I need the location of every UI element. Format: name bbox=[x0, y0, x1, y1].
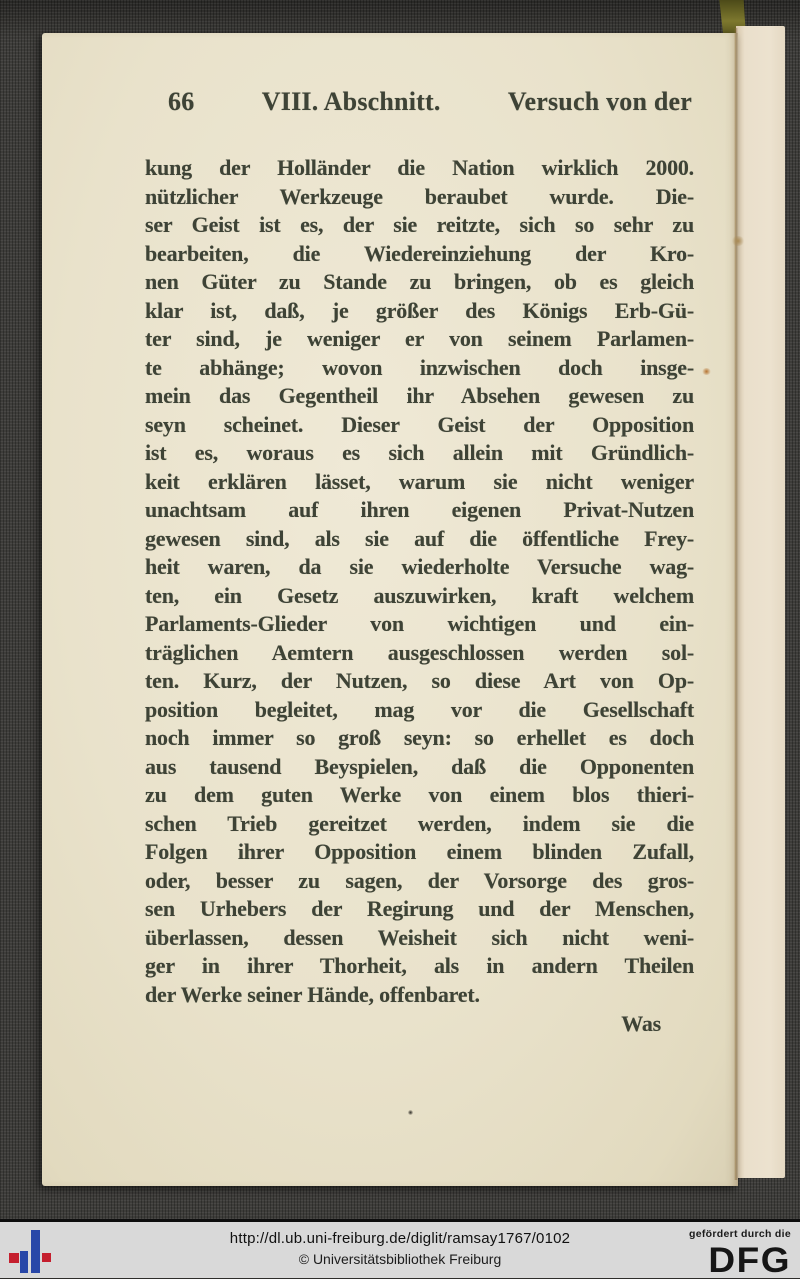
dfg-funding-note: gefördert durch die bbox=[689, 1228, 791, 1240]
text-line: Parlaments-Glieder von wichtigen und ein- bbox=[145, 611, 694, 636]
library-footer-bar bbox=[0, 1219, 800, 1278]
paper-stain bbox=[731, 236, 745, 246]
text-line: seyn scheinet. Dieser Geist der Opposition bbox=[145, 411, 694, 437]
text-line: ger in ihrer Thorheit, als in andern Theilen bbox=[145, 953, 694, 978]
text-line: der Werke seiner Hände, offenbaret. bbox=[145, 981, 480, 1007]
text-line: sen Urhebers der Regirung und der Menschen, bbox=[145, 896, 694, 921]
text-line: ter sind, je weniger er von seinem Parlamen- bbox=[145, 326, 694, 351]
section-title: VIII. Abschnitt. bbox=[261, 87, 441, 116]
text-line: zu dem guten Werke von einem blos thieri- bbox=[145, 782, 694, 807]
text-line: ser Geist ist es, der sie reitzte, sich so sehr zu bbox=[145, 212, 694, 237]
text-line: position begleitet, mag vor die Gesellschaft bbox=[145, 696, 694, 722]
page-gutter bbox=[734, 28, 738, 1180]
document-url[interactable]: http://dl.ub.uni-freiburg.de/diglit/ramsay1767/0102 bbox=[229, 1230, 571, 1247]
catchword: Was bbox=[621, 1011, 661, 1036]
text-line: kung der Holländer die Nation wirklich 2000. bbox=[145, 155, 694, 180]
text-line: ten, ein Gesetz auszuwirken, kraft welchem bbox=[145, 582, 694, 608]
text-line: noch immer so groß seyn: so erhellet es doch bbox=[145, 725, 694, 750]
text-line: schen Trieb gereitzet werden, indem sie die bbox=[145, 810, 694, 836]
paper-stain bbox=[408, 1110, 413, 1115]
running-header bbox=[168, 87, 692, 117]
text-line: mein das Gegentheil ihr Absehen gewesen zu bbox=[145, 383, 694, 408]
text-line: aus tausend Beyspielen, daß die Opponenten bbox=[145, 753, 694, 779]
text-line: klar ist, daß, je größer des Königs Erb-Gü- bbox=[145, 297, 694, 323]
text-line: oder, besser zu sagen, der Vorsorge des gros- bbox=[145, 867, 694, 893]
copyright-notice: © Universitätsbibliothek Freiburg bbox=[298, 1251, 502, 1267]
text-line: Folgen ihrer Opposition einem blinden Zufall, bbox=[145, 839, 694, 864]
text-line: heit waren, da sie wiederholte Versuche wag- bbox=[145, 554, 694, 579]
facing-page-edge bbox=[736, 26, 785, 1178]
text-line: bearbeiten, die Wiedereinziehung der Kro- bbox=[145, 240, 694, 266]
body-text bbox=[145, 154, 694, 1039]
text-line: nützlicher Werkzeuge beraubet wurde. Die- bbox=[145, 183, 694, 209]
text-line: ten. Kurz, der Nutzen, so diese Art von Op- bbox=[145, 668, 694, 693]
text-line: träglichen Aemtern ausgeschlossen werden sol- bbox=[145, 639, 694, 665]
text-line: unachtsam auf ihren eigenen Privat-Nutzen bbox=[145, 497, 694, 522]
text-line: nen Güter zu Stande zu bringen, ob es gleich bbox=[145, 269, 694, 294]
text-line: überlassen, dessen Weisheit sich nicht weni- bbox=[145, 924, 694, 950]
running-title: Versuch von der bbox=[507, 87, 692, 116]
dfg-logo: DFG bbox=[708, 1240, 791, 1279]
text-line: te abhänge; wovon inzwischen doch insge- bbox=[145, 354, 694, 380]
dfg-logo-block bbox=[689, 1225, 791, 1279]
page-number: 66 bbox=[168, 87, 195, 116]
text-line: gewesen sind, als sie auf die öffentliche Frey- bbox=[145, 525, 694, 551]
footer-center bbox=[0, 1222, 800, 1267]
book-page bbox=[42, 33, 738, 1186]
paper-stain bbox=[702, 368, 711, 375]
text-line: ist es, woraus es sich allein mit Gründlich- bbox=[145, 440, 694, 465]
text-line: keit erklären lässet, warum sie nicht weniger bbox=[145, 468, 694, 494]
